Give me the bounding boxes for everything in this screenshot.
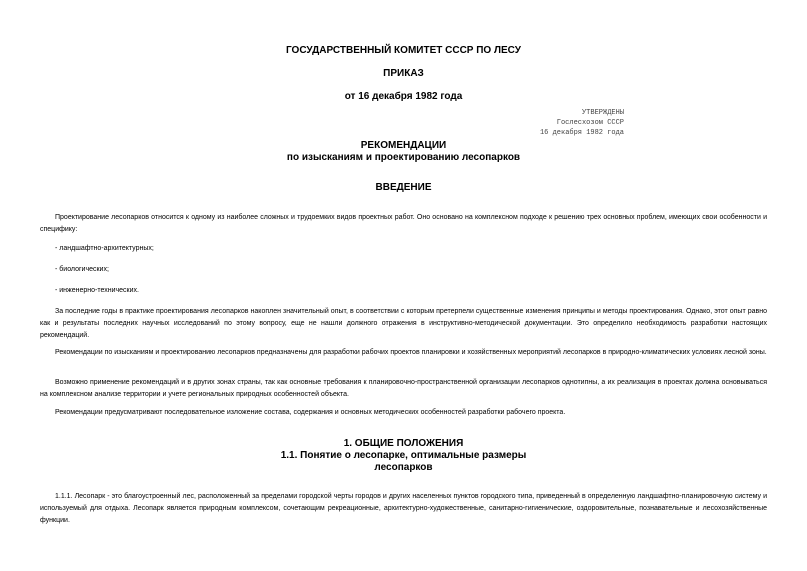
intro-paragraph: Проектирование лесопарков относится к одному из наиболее сложных и трудоемких видов проектных работ. Оно основано на комплексном подходе к решению трех основных проблем, имеющих свои особенности и специфику: [40,214,767,233]
approval-line: УТВЕРЖДЕНЫ [581,109,624,117]
list-item: - ландшафтно-архитектурных; [55,245,154,252]
list-item: - инженерно-технических. [55,287,139,294]
subsection-heading-continued: лесопарков [374,462,433,473]
intro-paragraph: Рекомендации предусматривают последовательное изложение состава, содержания и основных методических особенностей разработки рабочего проекта. [55,409,566,416]
subsection-heading: 1.1. Понятие о лесопарке, оптимальные размеры [280,450,527,461]
section-paragraph: 1.1.1. Лесопарк - это благоустроенный лес, расположенный за пределами городской черты городов и других населенных пунктов городского типа, приведенный в определенную ландшафтно-планировочную систему и используемый для отдыха. Лесопарк является природным комплексом, сочетающим рекреационные, архитектурно-художественные, санитарно-гигиенические, оздоровительные, познавательные и лесохозяйственные функции. [40,493,767,524]
document-subtitle: по изысканиям и проектированию лесопарков [286,152,521,163]
order-heading: ПРИКАЗ [383,68,424,79]
section-heading: 1. ОБЩИЕ ПОЛОЖЕНИЯ [343,438,464,449]
intro-heading: ВВЕДЕНИЕ [375,182,432,193]
intro-paragraph: За последние годы в практике проектирования лесопарков накоплен значительный опыт, в соответствии с которым претерпели существенные изменения принципы и методы проектирования. Однако, этот опыт равно как и результаты последних научных исследований по этому вопросу, еще не нашли должного отражения в инструктивно-методической документации. Это определило необходимость разработки настоящих рекомендаций. [40,308,767,339]
list-item: - биологических; [55,266,109,273]
approval-line: Гослесхозом СССР [556,119,624,127]
committee-heading: ГОСУДАРСТВЕННЫЙ КОМИТЕТ СССР ПО ЛЕСУ [286,45,521,56]
order-date: от 16 декабря 1982 года [344,91,463,102]
intro-paragraph: Возможно применение рекомендаций и в других зонах страны, так как основные требования к планировочно-пространственной организации лесопарков однотипны, а их реализация в проектах должна основываться на комплексном анализе территории и учете региональных природных особенностей объекта. [40,379,767,398]
approval-stamp [540,108,624,138]
approval-line: 16 декабря 1982 года [539,129,624,137]
intro-paragraph: Рекомендации по изысканиям и проектированию лесопарков предназначены для разработки рабочих проектов планировки и хозяйственных мероприятий лесопарков в природно-климатических условиях лесной зоны. [55,349,767,356]
document-title: РЕКОМЕНДАЦИИ [360,140,447,151]
